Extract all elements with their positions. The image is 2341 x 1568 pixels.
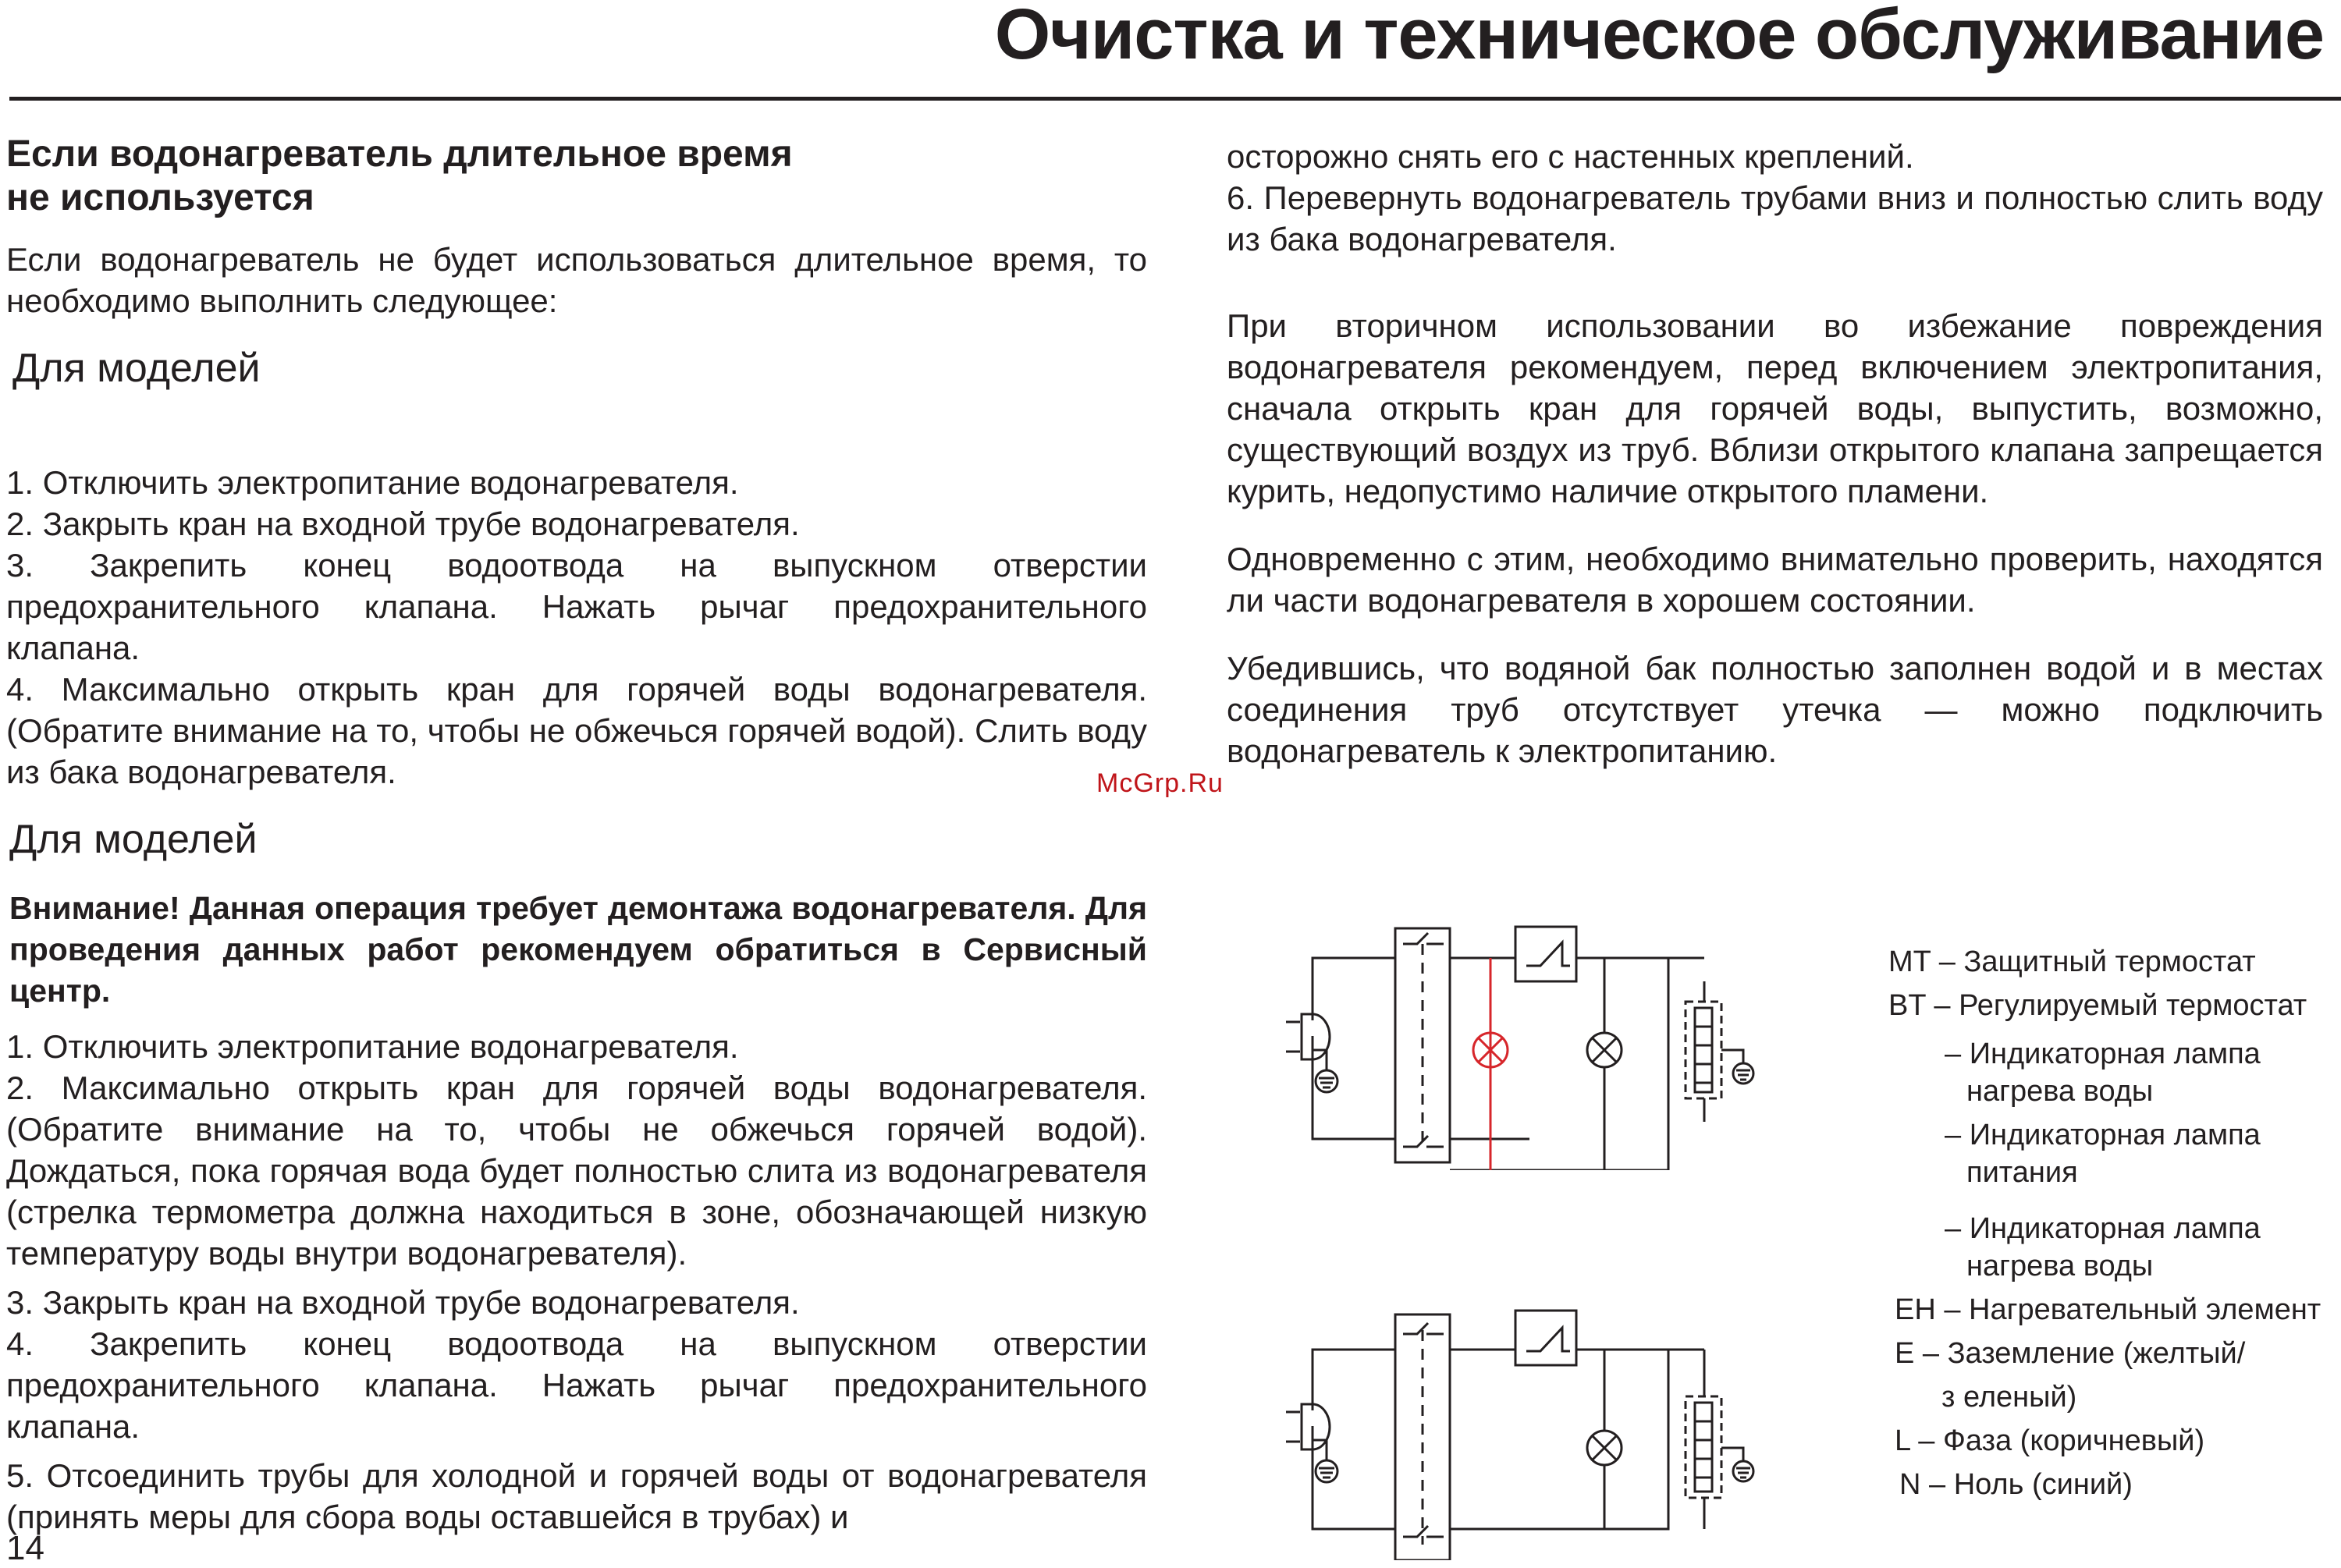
legend-item: L – Фаза (коричневый) [1895,1424,2205,1457]
legend-item: з еленый) [1941,1381,2077,1414]
warning-note: Внимание! Данная операция требует демонтажа водонагревателя. Для проведения данных работ рекомендуем обратиться в Сервисный центр. [9,890,1147,1009]
legend-item: нагрева воды [1966,1075,2154,1108]
steps-list-b [6,1026,1147,1538]
wiring-diagram-top [1241,921,1779,1170]
models-heading-a: Для моделей [12,346,261,391]
list-item: 3. Закрепить конец водоотвода на выпускном отверстии предохранительного клапана. Нажать рычаг предохранительного клапана. [6,547,1147,666]
list-item: 5. Отсоединить трубы для холодной и горячей воды от водонагревателя (принять меры для сбора воды оставшейся в трубах) и [6,1457,1147,1535]
page-title: Очистка и техническое обслуживание [994,0,2324,74]
list-item: 3. Закрыть кран на входной трубе водонагревателя. [6,1284,800,1321]
legend-item: – Индикаторная лампа [1945,1038,2261,1070]
legend-item: EH – Нагревательный элемент [1895,1293,2321,1326]
wiring-diagram-bottom [1241,1295,1779,1560]
intro-paragraph: Если водонагреватель не будет использоваться длительное время, то необходимо выполнить следующее: [6,241,1147,319]
list-item: 2. Закрыть кран на входной трубе водонагревателя. [6,506,800,542]
list-item: 2. Максимально открыть кран для горячей воды водонагревателя. (Обратите внимание на то, чтобы не обжечься горячей водой). Дождаться, пока горячая вода будет полностью слита из водонагревателя (стрелка термометра должна находиться в зоне, обозначающей низкую температуру воды внутри водонагревателя). [6,1070,1147,1272]
legend-item: – Индикаторная лампа [1945,1212,2261,1245]
legend-item: питания [1966,1156,2078,1189]
header-rule [9,97,2341,101]
reuse-paragraph: При вторичном использовании во избежание повреждения водонагревателя рекомендуем, перед включением электропитания, сначала открыть кран для горячей воды, выпустить, возможно, существующий воздух из труб. Вблизи открытого клапана запрещается курить, недопустимо наличие открытого пламени. [1227,307,2323,509]
legend-item: BT – Регулируемый термостат [1888,989,2307,1022]
list-item: 1. Отключить электропитание водонагревателя. [6,1028,739,1065]
list-item: 1. Отключить электропитание водонагревателя. [6,464,739,501]
connect-paragraph: Убедившись, что водяной бак полностью заполнен водой и в местах соединения труб отсутствует утечка — можно подключить водонагреватель к электропитанию. [1227,650,2323,769]
step-6: 6. Перевернуть водонагреватель трубами вниз и полностью слить воду из бака водонагревателя. [1227,179,2323,257]
list-item: 4. Закрепить конец водоотвода на выпускном отверстии предохранительного клапана. Нажать рычаг предохранительного клапана. [6,1325,1147,1445]
watermark: McGrp.Ru [1096,768,1224,798]
legend-item: E – Заземление (желтый/ [1895,1337,2246,1370]
page-number: 14 [6,1529,44,1567]
steps-list-a [6,462,1147,793]
legend-item: – Индикаторная лампа [1945,1119,2261,1151]
section-heading: Если водонагреватель длительное время не используется [6,133,793,218]
right-column [1227,136,2323,798]
models-heading-b: Для моделей [9,817,258,862]
legend-item: нагрева воды [1966,1250,2154,1282]
left-column [6,133,1147,1538]
continuation-text: осторожно снять его с настенных креплений. [1227,138,1914,175]
legend-item: MT – Защитный термостат [1888,945,2256,978]
list-item: 4. Максимально открыть кран для горячей воды водонагревателя. (Обратите внимание на то, чтобы не обжечься горячей водой). Слить воду из бака водонагревателя. [6,671,1147,790]
legend-item: N – Ноль (синий) [1899,1468,2133,1501]
diagram-legend [1888,940,2341,1506]
check-paragraph: Одновременно с этим, необходимо внимательно проверить, находятся ли части водонагревателя в хорошем состоянии. [1227,541,2323,619]
